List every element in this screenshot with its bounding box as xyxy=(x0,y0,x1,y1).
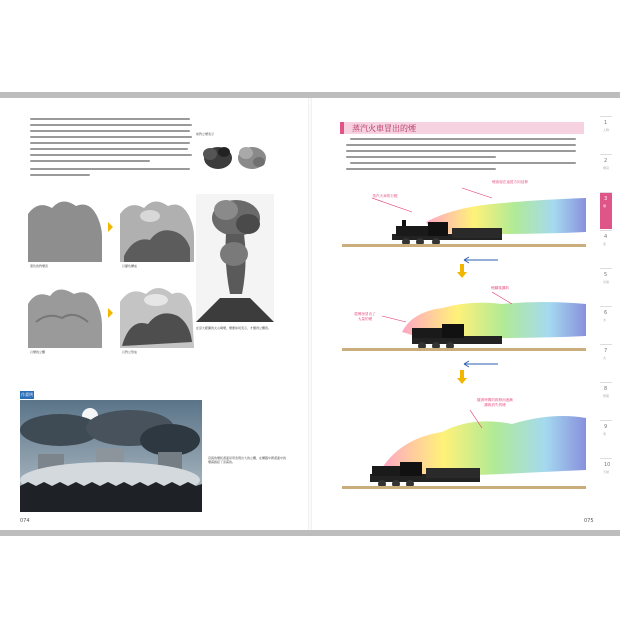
tab-number: 5 xyxy=(604,272,608,278)
chapter-tab[interactable] xyxy=(600,382,612,419)
annotation-5: 隨著時間的推移而逐漸 擴散消失的煙 xyxy=(477,398,513,407)
example-badge: 作畫例 xyxy=(21,392,33,397)
shaded-smoke-figure-2 xyxy=(120,282,194,348)
chapter-tab[interactable] xyxy=(600,344,612,381)
yellow-arrow-down-2 xyxy=(457,378,467,384)
tab-label: 光線 xyxy=(603,280,610,284)
flat-smoke-figure-2 xyxy=(28,282,102,348)
tab-number: 9 xyxy=(604,424,608,430)
book-spread xyxy=(8,98,612,530)
row2-left-caption: 以煙的立體 xyxy=(30,350,46,354)
direction-arrow-blue-1 xyxy=(460,256,500,264)
yellow-arrow-right-2 xyxy=(108,308,113,318)
section-title: 蒸汽火車冒出的煙 xyxy=(352,124,416,133)
annotation-4: 從煙囪冒出了 大量的煙 xyxy=(354,312,376,321)
figure-caption: 如對立煙表示 xyxy=(196,132,215,136)
tab-number: 2 xyxy=(604,158,608,164)
smoke-sketch-figure xyxy=(196,138,276,178)
example-artwork xyxy=(20,400,202,512)
tab-number: 3 xyxy=(604,196,608,202)
volcano-caption: 在這大範圍的火山噴煙，煙要如何表示，才顯得立體感。 xyxy=(196,326,272,330)
right-page xyxy=(310,98,612,530)
chapter-tab[interactable] xyxy=(600,116,612,153)
bottom-border xyxy=(0,530,620,536)
chapter-tab[interactable] xyxy=(600,268,612,305)
shaded-smoke-figure-1 xyxy=(120,196,194,262)
row1-left-caption: 黑色的對煙雲 xyxy=(30,264,49,268)
tab-number: 4 xyxy=(604,234,608,240)
chapter-tab[interactable] xyxy=(600,306,612,343)
tab-label: 閃電 xyxy=(603,394,610,398)
right-page-number: 075 xyxy=(584,518,594,524)
yellow-down-stem-2 xyxy=(460,370,464,378)
chapter-tab-active[interactable] xyxy=(600,192,612,229)
row2-right-caption: 以對立形成 xyxy=(122,350,138,354)
tab-number: 1 xyxy=(604,120,608,126)
tab-number: 8 xyxy=(604,386,608,392)
volcano-smoke-figure xyxy=(196,194,274,322)
tab-label: 水 xyxy=(603,318,607,322)
flat-smoke-figure-1 xyxy=(28,196,102,262)
section-title-box xyxy=(340,122,584,134)
yellow-down-stem-1 xyxy=(460,264,464,272)
tab-label: 煙 xyxy=(603,204,607,208)
example-caption: 這張的煙狀畫面是用表現出大的立體，在構圖中將畫面中的煙霧捲起了雲霧的。 xyxy=(208,456,287,464)
tab-number: 6 xyxy=(604,310,608,316)
tab-label: 天候 xyxy=(603,470,610,474)
left-page xyxy=(8,98,310,530)
chapter-tab[interactable] xyxy=(600,230,612,267)
tab-number: 7 xyxy=(604,348,608,354)
tab-label: 火 xyxy=(603,356,607,360)
chapter-tab[interactable] xyxy=(600,458,612,495)
chapter-tab[interactable] xyxy=(600,154,612,191)
tab-number: 10 xyxy=(604,462,611,468)
tab-label: 場景 xyxy=(603,166,610,170)
tab-label: 人物 xyxy=(603,128,610,132)
left-page-number: 074 xyxy=(20,518,30,524)
tab-label: 雲 xyxy=(603,242,607,246)
row1-right-caption: 以顏色構成 xyxy=(122,264,138,268)
tab-label: 雪 xyxy=(603,432,607,436)
direction-arrow-blue-2 xyxy=(460,360,500,368)
yellow-arrow-right xyxy=(108,222,113,232)
annotation-3: 煙翻捲擴散 xyxy=(491,286,509,290)
annotation-2: 蒸汽火車的行駛 xyxy=(372,194,398,198)
chapter-tab[interactable] xyxy=(600,420,612,457)
annotation-1: 煙會留在途經方向延伸 xyxy=(492,180,528,184)
